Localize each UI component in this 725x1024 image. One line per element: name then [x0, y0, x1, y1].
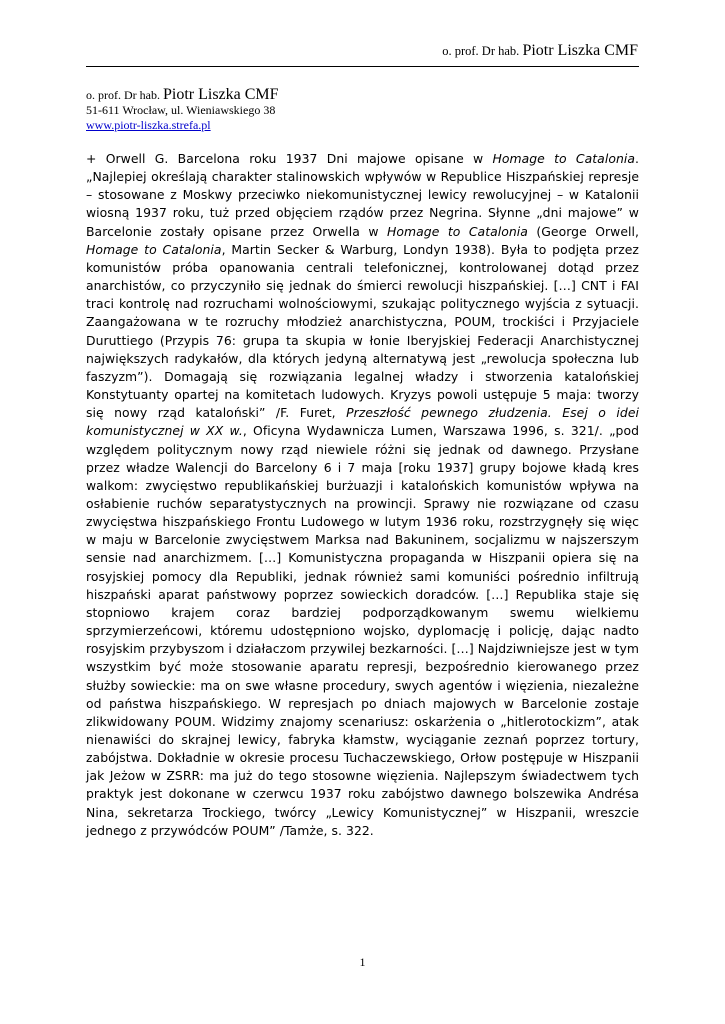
- body-italic-1: Homage to Catalonia: [492, 151, 635, 166]
- body-text-4: , Martin Secker & Warburg, Londyn 1938). Była to podjęta przez komunistów próba opanowania centrali telefonicznej, kontrolowanej dotąd przez anarchistów, co przyczyniło się jednak do śmierci rewolucji hiszpańskiej. […] CNT i FAI traci kontrolę nad rozruchami wolnościowymi, szukając politycznego wyjścia z sytuacji. Zaangażowana w te rozruchy młodzież anarchistyczna, POUM, trockiści i Przyjaciele Duruttiego (Przypis 76: grupa ta skupia w łonie Iberyjskiej Federacji Anarchistycznej największych radykałów, dla których jedyną alternatywą jest „rewolucja społeczna lub faszyzm”). Domagają się rozwiązania legalnej władzy i stworzenia katalońskiej Konstytuanty opartej na komitetach ludowych. Kryzys powoli ustępuje 5 maja: tworzy się nowy rząd kataloński” /F. Furet,: [86, 241, 639, 421]
- author-address: 51-611 Wrocław, ul. Wieniawskiego 38: [86, 103, 276, 117]
- header-title-prefix: o. prof. Dr hab.: [442, 44, 520, 58]
- body-text-5: , Oficyna Wydawnicza Lumen, Warszawa 1996, s. 321/. „pod względem politycznym nowy rząd niewiele różni się jednak od dawnego. Przysłane przez władze Walencji do Barcelony 6 i 7 maja [roku 1937] grupy bojowe kładą kres walkom: zwycięstwo republikańskiej burżuazji i katalońskich komunistów wpływa na osłabienie ruchów separatystycznych na prowincji. Sprawy nie rozwiązane od czasu zwycięstwa hiszpańskiego Frontu Ludowego w lutym 1936 roku, rozstrzygnęły się więc w maju w Barcelonie zwycięstwem Marksa nad Bakuninem, socjalizmu w najszerszym sensie nad anarchizmem. […] Komunistyczna propaganda w Hiszpanii opiera się na rosyjskiej pomocy dla Republiki, jednak również sami komuniści pośrednio infiltrują hiszpański aparat państwowy poprzez sowieckich doradców. […] Republika staje się stopniowo krajem coraz bardziej podporządkowanym swemu wielkiemu sprzymierzeńcowi, któremu udostępniono wojsko, dyplomację i policję, dając nadto rosyjskim przybyszom i działaczom przywilej bezkarności. […] Najdziwniejsze jest w tym wszystkim być może stosowanie aparatu represji, bezpośrednio kierowanego przez służby sowieckie: ma on swe własne procedury, swych agentów i więzienia, niezależne od państwa hiszpańskiego. W represjach po dniach majowych w Barcelonie zostaje zlikwidowany POUM. Widzimy znajomy scenariusz: oskarżenia o „hitlerotockizm”, atak nienawiści do skrajnej lewicy, fabryka kłamstw, wyciąganie zeznań poprzez tortury, zabójstwa. Dokładnie w okresie procesu Tuchaczewskiego, Orłow postępuje w Hiszpanii jak Jeżow w ZSRR: ma już do tego stosowne więzienia. Najlepszym świadectwem tych praktyk jest dokonane w czerwcu 1937 roku zabójstwo dawnego bolszewika Andrésa Nina, sekretarza Trockiego, twórcy „Lewicy Komunistycznej” w Hiszpanii, wreszcie jednego z przywódców POUM” /Tamże, s. 322.: [86, 423, 639, 838]
- author-name: Piotr Liszka CMF: [162, 86, 279, 103]
- author-website-link[interactable]: www.piotr-liszka.strefa.pl: [86, 118, 211, 132]
- body-italic-2: Homage to Catalonia: [387, 223, 528, 239]
- body-text-3: (George Orwell,: [527, 223, 639, 239]
- page-header: [442, 42, 638, 60]
- author-block: [86, 87, 279, 133]
- author-title-prefix: o. prof. Dr hab.: [86, 88, 160, 102]
- body-paragraph: [86, 150, 639, 840]
- page-number: 1: [359, 955, 366, 969]
- body-italic-3: Homage to Catalonia: [86, 241, 222, 257]
- body-italic-4: Przeszłość pewnego złudzenia. Esej o idei komunistycznej w XX w.: [86, 405, 640, 439]
- header-rule: [86, 66, 639, 67]
- author-line: [86, 87, 279, 103]
- body-text-1: + Orwell G. Barcelona roku 1937 Dni majowe opisane w: [86, 151, 493, 166]
- body-text-2: . „Najlepiej określają charakter stalinowskich wpływów w Republice Hiszpańskiej represje – stosowane z Moskwy przeciwko niekomunistycznej lewicy rewolucyjnej – w Katalonii wiosną 1937 roku, tuż przed objęciem rządów przez Negrina. Słynne „dni majowe” w Barcelonie zostały opisane przez Orwella w: [86, 151, 639, 239]
- header-author-name: Piotr Liszka CMF: [522, 42, 638, 59]
